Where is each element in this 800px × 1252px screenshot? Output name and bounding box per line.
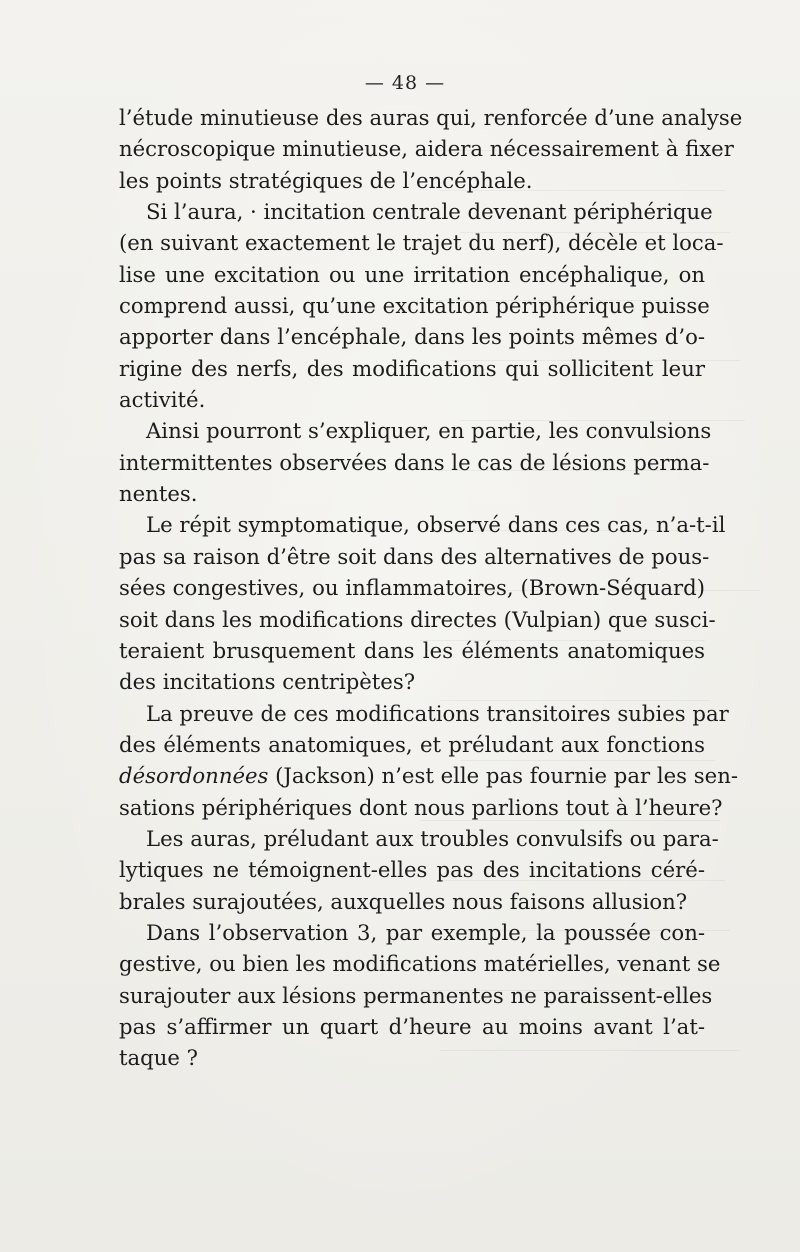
text-line: l’étude minutieuse des auras qui, renforcée d’une analyse [119,105,743,130]
text-line: Si l’aura, · incitation centrale devenant périphérique [146,199,713,225]
body-text [119,102,743,1074]
text-line: rigine des nerfs, des modifications qui sollicitent leur [119,355,705,381]
text-line: des incitations centripètes? [119,669,416,695]
text-line: pas s’affirmer un quart d’heure au moins avant l’at- [119,1013,705,1039]
text-line: (en suivant exactement le trajet du nerf), décèle et loca- [119,230,724,256]
text-line: brales surajoutées, auxquelles nous faisons allusion? [119,888,688,914]
text-line: lytiques ne témoignent-elles pas des incitations céré- [119,857,705,883]
text-line [119,760,739,791]
text-line: Dans l’observation 3, par exemple, la poussée con- [146,919,705,945]
text-line: Les auras, préludant aux troubles convulsifs ou para- [146,825,719,851]
text-line-rest: (Jackson) n’est elle pas fournie par les sen- [268,763,739,789]
text-line: les points stratégiques de l’encéphale. [119,167,533,193]
text-line: intermittentes observées dans le cas de lésions perma- [119,449,710,475]
text-line: activité. [119,387,206,413]
text-line: sées congestives, ou inflammatoires, (Brown-Séquard) [119,575,705,601]
text-line: comprend aussi, qu’une excitation périphérique puisse [119,293,710,319]
text-line: surajouter aux lésions permanentes ne paraissent-elles [119,982,713,1008]
text-line: soit dans les modifications directes (Vulpian) que susci- [119,606,716,632]
text-line: sations périphériques dont nous parlions tout à l’heure? [119,794,723,820]
page-number: — 48 — [364,72,446,94]
text-line: teraient brusquement dans les éléments anatomiques [119,637,705,663]
text-line: Le répit symptomatique, observé dans ces cas, n’a-t-il [146,512,726,538]
text-line: taque ? [119,1045,198,1071]
italic-word: désordonnées [119,763,269,789]
text-line: des éléments anatomiques, et préludant aux fonctions [119,731,705,757]
text-line: apporter dans l’encéphale, dans les points mêmes d’o- [119,324,705,350]
text-line: lise une excitation ou une irritation encéphalique, on [119,261,705,287]
text-line: nécroscopique minutieuse, aidera nécessairement à fixer [119,136,734,162]
text-line: Ainsi pourront s’expliquer, en partie, les convulsions [146,418,712,444]
text-line: gestive, ou bien les modifications matérielles, venant se [119,951,721,977]
text-line: pas sa raison d’être soit dans des alternatives de pous- [119,543,710,569]
text-line: La preuve de ces modifications transitoires subies par [146,700,729,726]
text-line: nentes. [119,481,198,507]
